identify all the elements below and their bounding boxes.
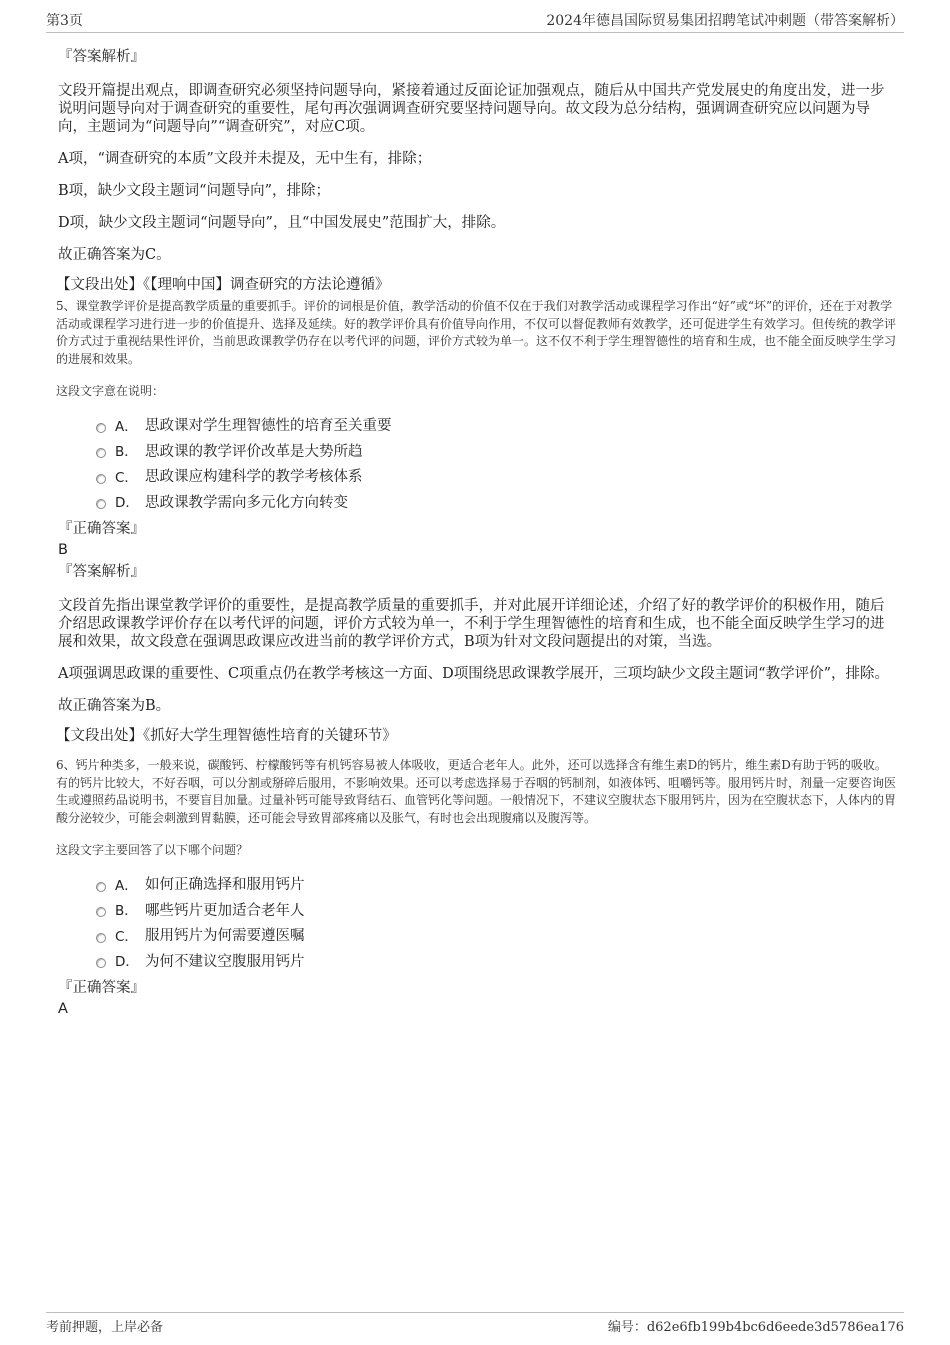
- radio-icon[interactable]: [96, 958, 106, 968]
- page-header: [46, 10, 904, 33]
- q4-source: 【文段出处】《【理响中国】调查研究的方法论遵循》: [56, 277, 390, 293]
- q6-correct-label: 『正确答案』: [58, 980, 145, 996]
- radio-icon[interactable]: [96, 423, 106, 433]
- radio-icon[interactable]: [96, 448, 106, 458]
- page-number: 第3页: [46, 13, 83, 29]
- radio-icon[interactable]: [96, 499, 106, 509]
- q4-answer-conclusion: 故正确答案为C。: [58, 247, 171, 263]
- q4-analysis-label: 『答案解析』: [58, 49, 145, 65]
- q6-option-d[interactable]: D． 为何不建议空腹服用钙片: [56, 948, 896, 974]
- page-content: [56, 44, 896, 1019]
- radio-icon[interactable]: [96, 474, 106, 484]
- q5-option-b[interactable]: B． 思政课的教学评价改革是大势所趋: [56, 438, 896, 464]
- q6-question: 这段文字主要回答了以下哪个问题？: [56, 843, 249, 857]
- q5-source: 【文段出处】《抓好大学生理智德性培育的关键环节》: [56, 728, 397, 744]
- radio-icon[interactable]: [96, 882, 106, 892]
- radio-icon[interactable]: [96, 907, 106, 917]
- q6-correct-answer: A: [58, 1001, 68, 1017]
- document-title: 2024年德昌国际贸易集团招聘笔试冲刺题（带答案解析）: [546, 13, 904, 29]
- footer-slogan: 考前押题，上岸必备: [46, 1320, 164, 1335]
- q6-option-b[interactable]: B． 哪些钙片更加适合老年人: [56, 897, 896, 923]
- q5-option-d[interactable]: D． 思政课教学需向多元化方向转变: [56, 489, 896, 515]
- q5-options: [56, 412, 896, 514]
- q5-option-a[interactable]: A． 思政课对学生理智德性的培育至关重要: [56, 412, 896, 438]
- radio-icon[interactable]: [96, 933, 106, 943]
- q4-analysis-option-a: A项，“调查研究的本质”文段并未提及，无中生有，排除；: [58, 151, 432, 167]
- q5-stem: 5、课堂教学评价是提高教学质量的重要抓手。评价的词根是价值，教学活动的价值不仅在于我们对教学活动或课程学习作出“好”或“坏”的评价，还在于对教学活动或课程学习进行进一步的价值提升、选择及延续。好的教学评价具有价值导向作用，不仅可以督促教师有效教学，还可促进学生有效学习。但传统的教学评价方式过于重视结果性评价，当前思政课教学仍存在以考代评的问题，评价方式较为单一。这不仅不利于学生理智德性的培育和生成，也不能全面反映学生学习的进展和效果。: [56, 299, 897, 366]
- q5-analysis-label: 『答案解析』: [58, 564, 145, 580]
- q6-option-a[interactable]: A． 如何正确选择和服用钙片: [56, 871, 896, 897]
- q5-correct-label: 『正确答案』: [58, 521, 145, 537]
- q4-analysis-option-b: B项，缺少文段主题词“问题导向”，排除；: [58, 183, 330, 199]
- q4-analysis-paragraph: 文段开篇提出观点，即调查研究必须坚持问题导向，紧接着通过反面论证加强观点，随后从中国共产党发展史的角度出发，进一步说明问题导向对于调查研究的重要性，尾句再次强调调查研究要坚持问题导向。故文段为总分结构，强调调查研究应以问题为导向，主题词为“问题导向”“调查研究”，对应C项。: [58, 83, 885, 135]
- q5-correct-answer: B: [58, 542, 68, 558]
- q5-option-c[interactable]: C． 思政课应构建科学的教学考核体系: [56, 463, 896, 489]
- q5-answer-conclusion: 故正确答案为B。: [58, 698, 171, 714]
- q6-option-c[interactable]: C． 服用钙片为何需要遵医嘱: [56, 922, 896, 948]
- page-footer: [46, 1312, 904, 1335]
- q5-analysis-options: A项强调思政课的重要性、C项重点仍在教学考核这一方面、D项围绕思政课教学展开，三项均缺少文段主题词“教学评价”，排除。: [58, 666, 890, 682]
- q6-options: [56, 871, 896, 973]
- q5-question: 这段文字意在说明：: [56, 384, 165, 398]
- q6-stem: 6、钙片种类多，一般来说，碳酸钙、柠檬酸钙等有机钙容易被人体吸收，更适合老年人。此外，还可以选择含有维生素D的钙片，维生素D有助于钙的吸收。有的钙片比较大，不好吞咽，可以分割或掰碎后服用，不影响效果。还可以考虑选择易于吞咽的钙制剂，如液体钙、咀嚼钙等。服用钙片时，剂量一定要咨询医生或遵照药品说明书，不要盲目加量。过量补钙可能导致肾结石、血管钙化等问题。一般情况下，不建议空腹状态下服用钙片，因为在空腹状态下，人体内的胃酸分泌较少，可能会刺激到胃黏膜，还可能会导致胃部疼痛以及胀气，有时也会出现腹痛以及腹泻等。: [56, 758, 897, 825]
- document-code: 编号：d62e6fb199b4bc6d6eede3d5786ea176: [607, 1320, 904, 1335]
- q4-analysis-option-d: D项，缺少文段主题词“问题导向”，且“中国发展史”范围扩大，排除。: [58, 215, 506, 231]
- q5-analysis-paragraph: 文段首先指出课堂教学评价的重要性，是提高教学质量的重要抓手，并对此展开详细论述，介绍了好的教学评价的积极作用，随后介绍思政课教学评价存在以考代评的问题，评价方式较为单一，不利于学生理智德性的培育和生成，也不能全面反映学生学习的进展和效果，故文段意在强调思政课应改进当前的教学评价方式，B项为针对文段问题提出的对策，当选。: [58, 598, 885, 650]
